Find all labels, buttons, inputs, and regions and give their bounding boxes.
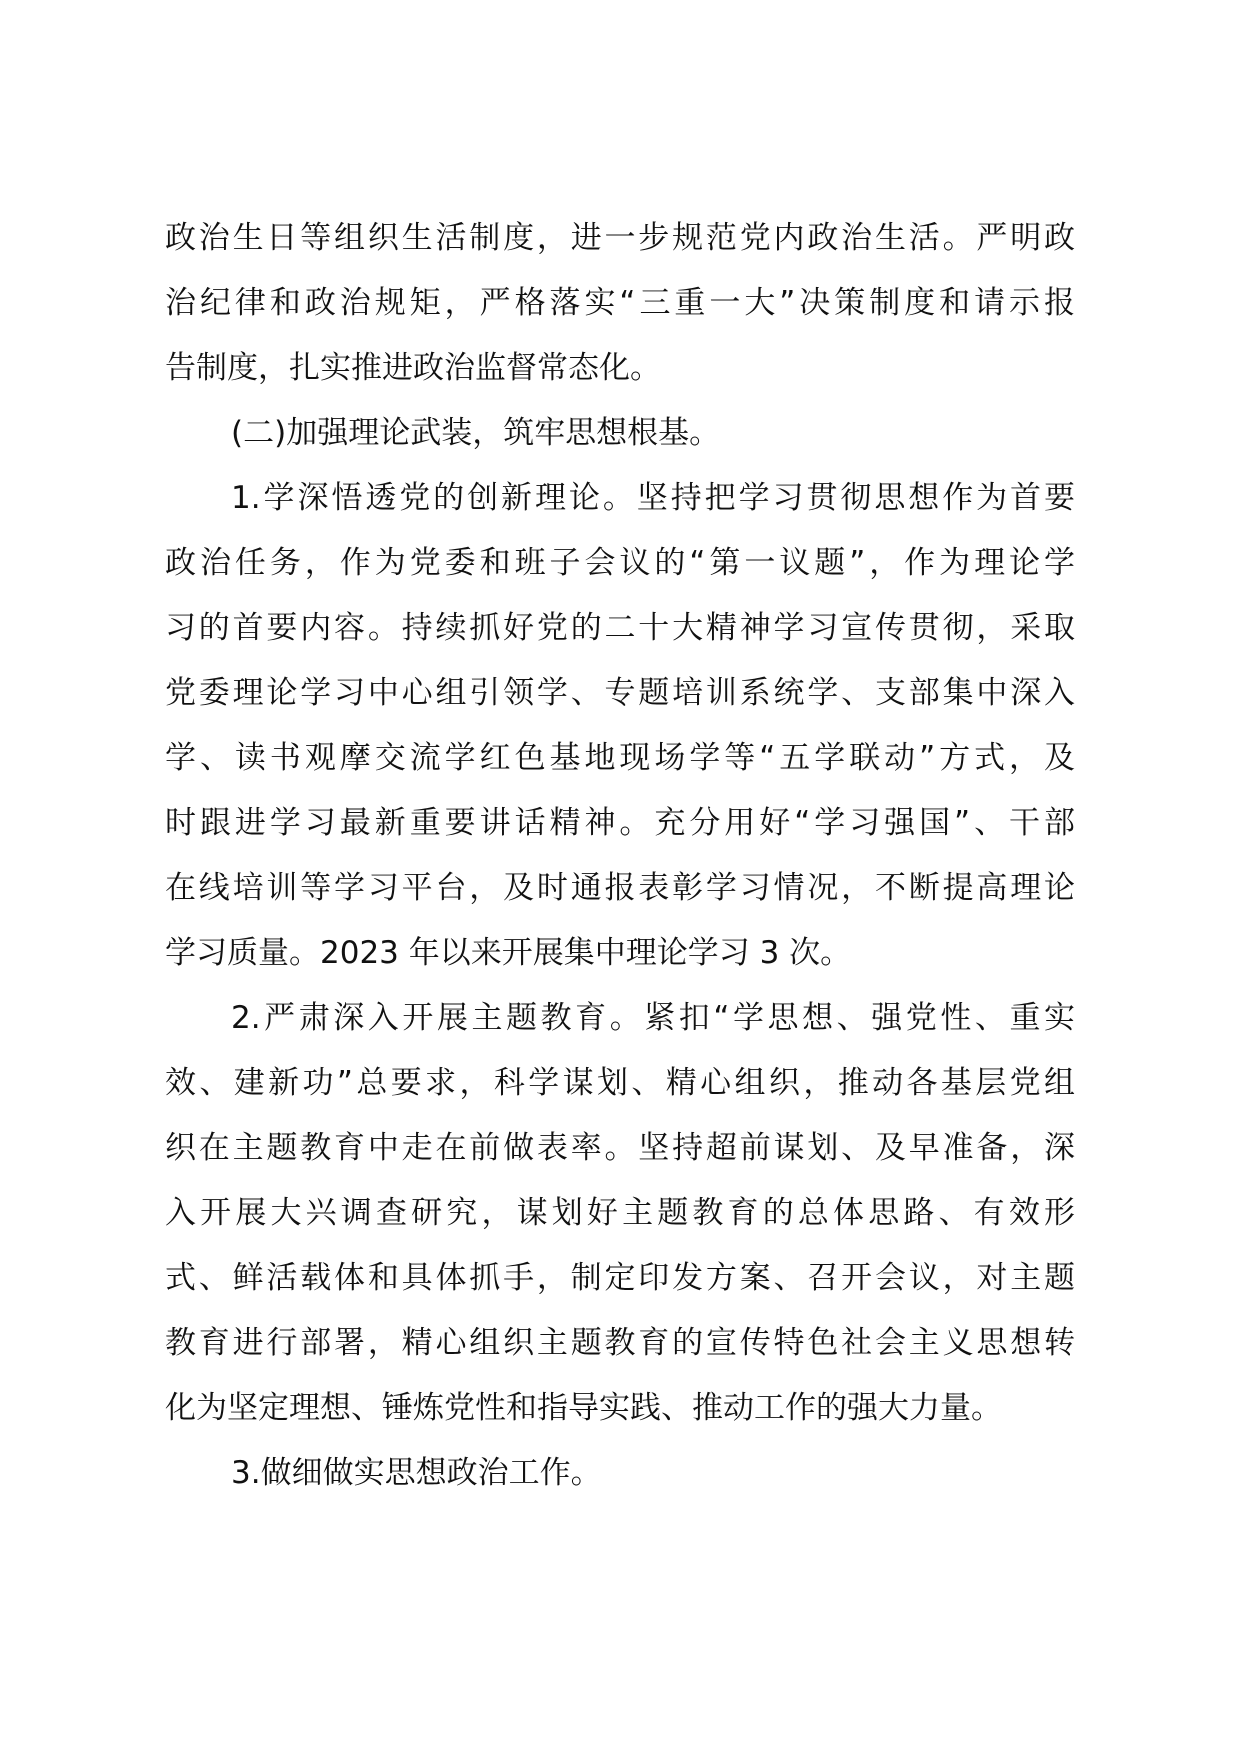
paragraph-line: 在线培训等学习平台，及时通报表彰学习情况，不断提高理论 [165, 870, 1075, 906]
paragraph-line: 3.做细做实思想政治工作。 [231, 1455, 602, 1491]
paragraph-line: 习的首要内容。持续抓好党的二十大精神学习宣传贯彻，采取 [165, 610, 1075, 646]
paragraph-line: 效、建新功”总要求，科学谋划、精心组织，推动各基层党组 [165, 1065, 1075, 1101]
paragraph-line: 式、鲜活载体和具体抓手，制定印发方案、召开会议，对主题 [165, 1260, 1075, 1296]
paragraph-line: 化为坚定理想、锤炼党性和指导实践、推动工作的强大力量。 [165, 1390, 1002, 1426]
paragraph-line: 治纪律和政治规矩，严格落实“三重一大”决策制度和请示报 [165, 285, 1075, 321]
paragraph-line: 政治生日等组织生活制度，进一步规范党内政治生活。严明政 [165, 220, 1075, 256]
section-heading: (二)加强理论武装，筑牢思想根基。 [231, 415, 721, 451]
paragraph-line: 教育进行部署，精心组织主题教育的宣传特色社会主义思想转 [165, 1325, 1075, 1361]
paragraph-line: 党委理论学习中心组引领学、专题培训系统学、支部集中深入 [165, 675, 1075, 711]
paragraph-line: 政治任务，作为党委和班子会议的“第一议题”，作为理论学 [165, 545, 1075, 581]
paragraph-line: 学、读书观摩交流学红色基地现场学等“五学联动”方式，及 [165, 740, 1075, 776]
paragraph-line: 入开展大兴调查研究，谋划好主题教育的总体思路、有效形 [165, 1195, 1075, 1231]
paragraph-line: 告制度，扎实推进政治监督常态化。 [165, 350, 661, 386]
paragraph-line: 时跟进学习最新重要讲话精神。充分用好“学习强国”、干部 [165, 805, 1075, 841]
paragraph-line: 2.严肃深入开展主题教育。紧扣“学思想、强党性、重实 [231, 1000, 1075, 1036]
document-body [165, 206, 1075, 1506]
paragraph-line: 学习质量。2023 年以来开展集中理论学习 3 次。 [165, 935, 852, 971]
paragraph-line: 织在主题教育中走在前做表率。坚持超前谋划、及早准备，深 [165, 1130, 1075, 1166]
paragraph-line: 1.学深悟透党的创新理论。坚持把学习贯彻思想作为首要 [231, 480, 1075, 516]
